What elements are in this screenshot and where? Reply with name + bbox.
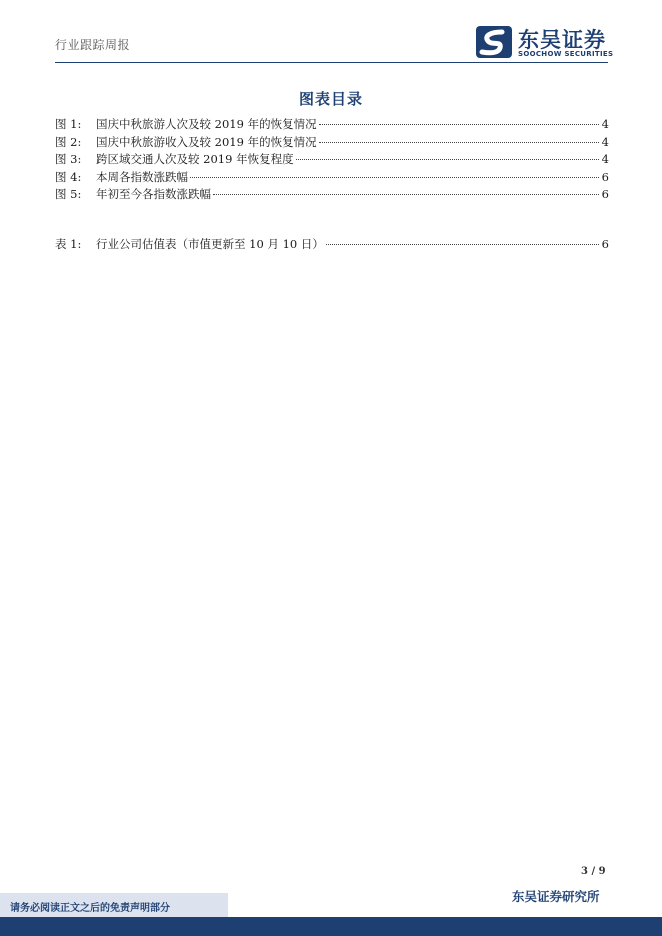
entry-page: 6 bbox=[601, 187, 609, 201]
entry-number: 图 4: bbox=[55, 169, 82, 184]
entry-title: 本周各指数涨跌幅 bbox=[96, 169, 188, 184]
dot-leader bbox=[190, 177, 599, 178]
toc-entry-figure-1[interactable] bbox=[55, 116, 609, 134]
toc-entry-figure-4[interactable] bbox=[55, 169, 609, 187]
dot-leader bbox=[296, 159, 599, 160]
logo-name-en: SOOCHOW SECURITIES bbox=[518, 50, 614, 58]
entry-page: 4 bbox=[601, 134, 609, 149]
soochow-logo-icon bbox=[476, 26, 512, 58]
entry-page: 4 bbox=[601, 152, 609, 166]
entry-number: 图 2: bbox=[55, 134, 82, 149]
entry-page: 4 bbox=[601, 117, 609, 131]
page-number: 3 / 9 bbox=[581, 866, 606, 877]
toc-entry-figure-2[interactable] bbox=[55, 134, 609, 152]
dot-leader bbox=[326, 244, 599, 245]
entry-title: 跨区域交通人次及较 2019 年恢复程度 bbox=[96, 152, 294, 166]
entry-number: 表 1: bbox=[55, 237, 82, 251]
table-list bbox=[55, 236, 609, 254]
entry-title: 国庆中秋旅游人次及较 2019 年的恢复情况 bbox=[96, 117, 317, 131]
dot-leader bbox=[319, 124, 599, 125]
entry-page: 6 bbox=[601, 237, 609, 251]
entry-title: 国庆中秋旅游收入及较 2019 年的恢复情况 bbox=[96, 134, 317, 149]
logo-name-cn: 东吴证券 bbox=[518, 28, 606, 52]
toc-entry-figure-3[interactable] bbox=[55, 151, 609, 169]
toc-entry-figure-5[interactable] bbox=[55, 186, 609, 204]
toc-entry-table-1[interactable] bbox=[55, 236, 609, 254]
header-divider bbox=[55, 62, 608, 63]
company-logo bbox=[476, 24, 616, 60]
figure-list bbox=[55, 116, 609, 204]
toc-title: 图表目录 bbox=[298, 90, 363, 108]
report-type-label: 行业跟踪周报 bbox=[55, 38, 131, 52]
entry-number: 图 3: bbox=[55, 152, 82, 166]
entry-number: 图 1: bbox=[55, 117, 82, 131]
entry-number: 图 5: bbox=[55, 187, 82, 201]
entry-title: 年初至今各指数涨跌幅 bbox=[96, 187, 211, 201]
dot-leader bbox=[213, 194, 599, 195]
entry-title: 行业公司估值表（市值更新至 10 月 10 日） bbox=[96, 237, 324, 251]
footer-company-name: 东吴证券研究所 bbox=[512, 889, 600, 904]
entry-page: 6 bbox=[601, 169, 609, 184]
footer-bar bbox=[0, 917, 662, 936]
dot-leader bbox=[319, 142, 599, 143]
disclaimer-text: 请务必阅读正文之后的免责声明部分 bbox=[10, 903, 170, 914]
